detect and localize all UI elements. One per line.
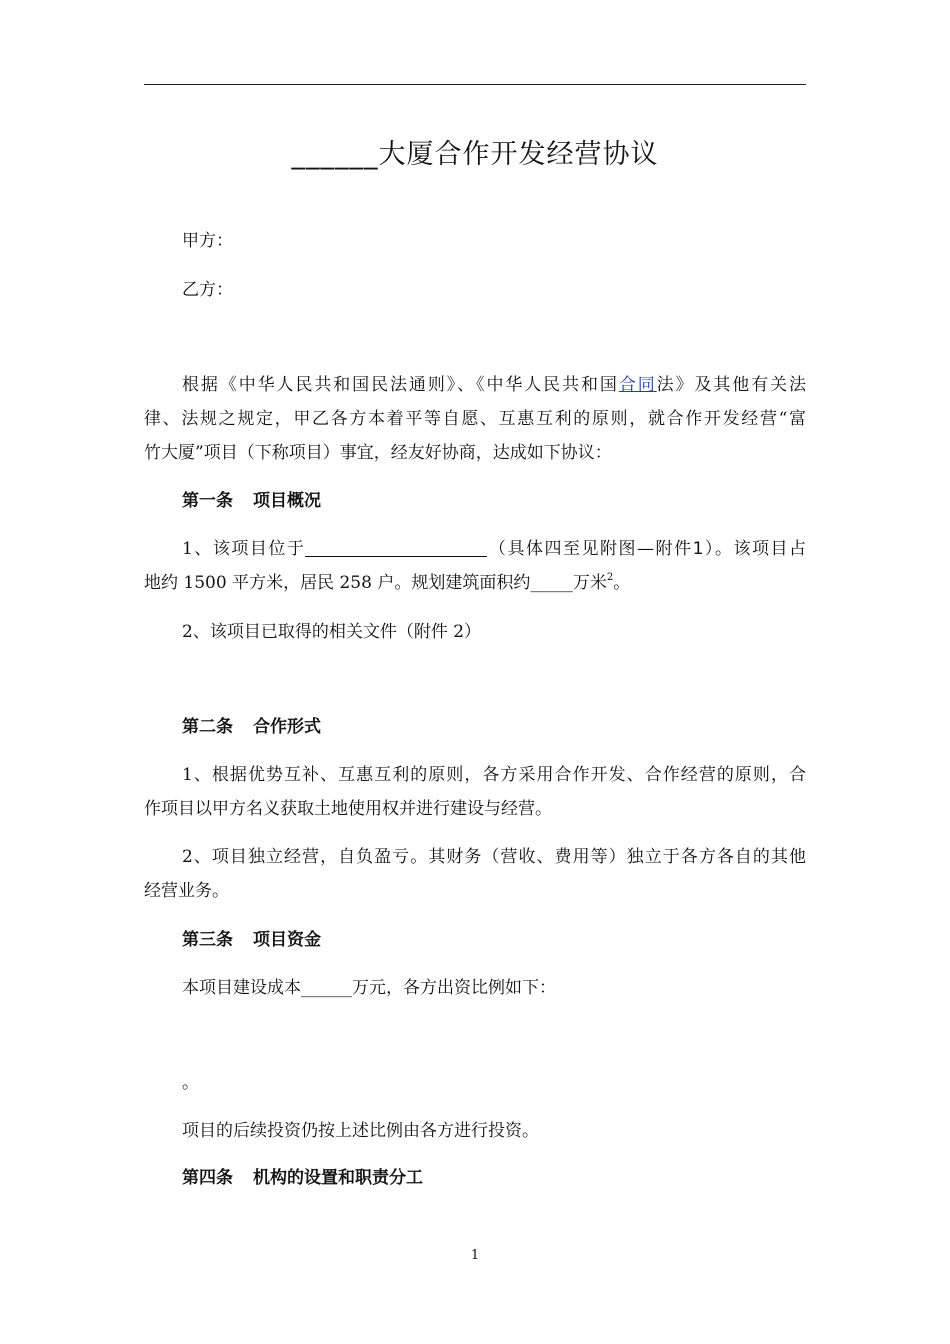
party-a-label: 甲方： xyxy=(182,231,233,251)
article-text: ）。该项目占 xyxy=(703,539,807,559)
article-4-heading xyxy=(182,1163,806,1188)
preamble-text: 法》及其他有关法 xyxy=(656,375,807,395)
location-blank-line xyxy=(305,539,487,557)
article-title: 项目概况 xyxy=(253,491,321,511)
article-3-para-1: 本项目建设成本______万元，各方出资比例如下： xyxy=(182,978,556,998)
article-number: 第三条 xyxy=(182,930,233,950)
preamble-line-3: 竹大厦”项目（下称项目）事宜，经友好协商，达成如下协议： xyxy=(144,443,612,463)
article-1-para-2: 2、该项目已取得的相关文件（附件 2） xyxy=(182,622,482,642)
article-2-para-1-line-1: 1、根据优势互补、互惠互利的原则，各方采用合作开发、合作经营的原则，合 xyxy=(182,765,806,785)
article-title: 项目资金 xyxy=(253,930,321,950)
article-number: 第四条 xyxy=(182,1168,233,1188)
article-text: 1、该项目位于 xyxy=(182,539,306,559)
article-3-heading xyxy=(182,925,806,950)
contract-law-link[interactable]: 合同 xyxy=(618,375,657,395)
article-title: 机构的设置和职责分工 xyxy=(253,1168,423,1188)
article-text: （具体四至见附图—附件 xyxy=(487,539,693,559)
article-number: 第一条 xyxy=(182,491,233,511)
preamble-line-1 xyxy=(182,370,806,395)
article-1-heading xyxy=(182,486,806,511)
article-2-para-2-line-2: 经营业务。 xyxy=(144,881,229,901)
page-number: 1 xyxy=(470,1248,480,1263)
preamble-line-2: 律、法规之规定，甲乙各方本着平等自愿、互惠互利的原则，就合作开发经营“富 xyxy=(144,409,806,429)
article-text: 地约 1500 平方米，居民 258 户。规划建筑面积约_____万米 xyxy=(144,573,607,593)
article-1-para-1-line-1 xyxy=(182,534,806,559)
article-2-heading xyxy=(182,712,806,737)
header-rule xyxy=(144,84,806,85)
article-2-para-1-line-2: 作项目以甲方名义获取土地使用权并进行建设与经营。 xyxy=(144,799,552,819)
article-text: 。 xyxy=(613,573,631,593)
article-2-para-2-line-1: 2、项目独立经营，自负盈亏。其财务（营收、费用等）独立于各方各自的其他 xyxy=(182,847,806,867)
document-title: ______大厦合作开发经营协议 xyxy=(291,139,659,170)
article-text: 1 xyxy=(692,539,704,559)
article-title: 合作形式 xyxy=(253,717,321,737)
article-number: 第二条 xyxy=(182,717,233,737)
party-b-label: 乙方： xyxy=(182,280,233,300)
article-3-para-2: 。 xyxy=(182,1073,199,1093)
preamble-text: 根据《中华人民共和国民法通则》、《中华人民共和国 xyxy=(182,375,619,395)
article-1-para-1-line-2 xyxy=(144,568,806,593)
superscript: 2 xyxy=(606,572,614,583)
article-3-para-3: 项目的后续投资仍按上述比例由各方进行投资。 xyxy=(182,1121,539,1141)
